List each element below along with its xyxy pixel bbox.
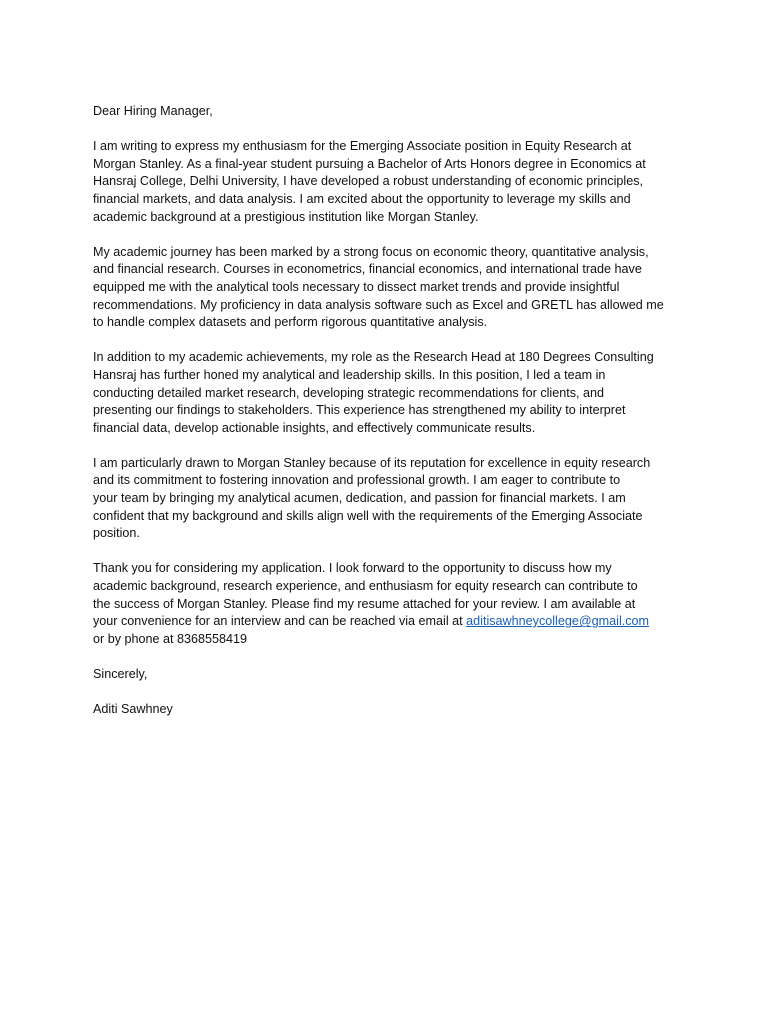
signature-name: Aditi Sawhney — [93, 702, 173, 717]
paragraph-line: recommendations. My proficiency in data analysis software such as Excel and GRETL has allowed me — [93, 297, 664, 312]
salutation-text: Dear Hiring Manager, — [93, 104, 213, 118]
paragraph-line: Morgan Stanley. As a final-year student pursuing a Bachelor of Arts Honors degree in Economics at — [93, 156, 646, 171]
paragraph-line: My academic journey has been marked by a strong focus on economic theory, quantitative analysis, — [93, 244, 649, 259]
signature — [93, 701, 678, 719]
phone-line: or by phone at 8368558419 — [93, 631, 248, 646]
paragraph-line: I am particularly drawn to Morgan Stanley because of its reputation for excellence in equity research — [93, 455, 651, 470]
paragraph-line: Hansraj has further honed my analytical and leadership skills. In this position, I led a team in — [93, 367, 606, 382]
email-line-prefix: your convenience for an interview and can be reached via email at — [93, 614, 467, 629]
paragraph-line: confident that my background and skills align well with the requirements of the Emerging Associate — [93, 508, 643, 523]
cover-letter — [93, 103, 678, 736]
paragraph-line: academic background, research experience, and enthusiasm for equity research can contribute to — [93, 579, 638, 594]
paragraph-motivation — [93, 455, 678, 543]
paragraph-line: Thank you for considering my application. I look forward to the opportunity to discuss how my — [93, 561, 612, 576]
paragraph-line: conducting detailed market research, developing strategic recommendations for clients, and — [93, 385, 605, 400]
paragraph-line: Hansraj College, Delhi University, I have developed a robust understanding of economic principles, — [93, 174, 643, 189]
paragraph-line: academic background at a prestigious institution like Morgan Stanley. — [93, 209, 479, 224]
valediction-text: Sincerely, — [93, 667, 148, 681]
paragraph-line: presenting our findings to stakeholders. This experience has strengthened my ability to interpret — [93, 403, 626, 418]
paragraph-line: financial data, develop actionable insights, and effectively communicate results. — [93, 420, 536, 435]
paragraph-line: financial markets, and data analysis. I am excited about the opportunity to leverage my skills and — [93, 191, 631, 206]
paragraph-intro — [93, 138, 678, 226]
paragraph-line: to handle complex datasets and perform rigorous quantitative analysis. — [93, 315, 488, 330]
paragraph-line: position. — [93, 526, 140, 541]
paragraph-line: your team by bringing my analytical acumen, dedication, and passion for financial markets. I am — [93, 491, 626, 506]
paragraph-line: and financial research. Courses in econometrics, financial economics, and international trade have — [93, 262, 642, 277]
paragraph-line: the success of Morgan Stanley. Please find my resume attached for your review. I am available at — [93, 596, 636, 611]
email-link[interactable]: aditisawhneycollege@gmail.com — [466, 614, 650, 629]
email-line — [93, 613, 678, 631]
paragraph-line: and its commitment to fostering innovation and professional growth. I am eager to contribute to — [93, 473, 621, 488]
paragraph-experience — [93, 349, 678, 437]
paragraph-closing — [93, 560, 678, 648]
paragraph-line: equipped me with the analytical tools necessary to dissect market trends and provide insightful — [93, 279, 620, 294]
valediction — [93, 666, 678, 684]
paragraph-line: I am writing to express my enthusiasm for the Emerging Associate position in Equity Research at — [93, 139, 632, 154]
salutation — [93, 103, 678, 121]
paragraph-academic — [93, 244, 678, 332]
paragraph-line: In addition to my academic achievements, my role as the Research Head at 180 Degrees Consulting — [93, 350, 654, 365]
